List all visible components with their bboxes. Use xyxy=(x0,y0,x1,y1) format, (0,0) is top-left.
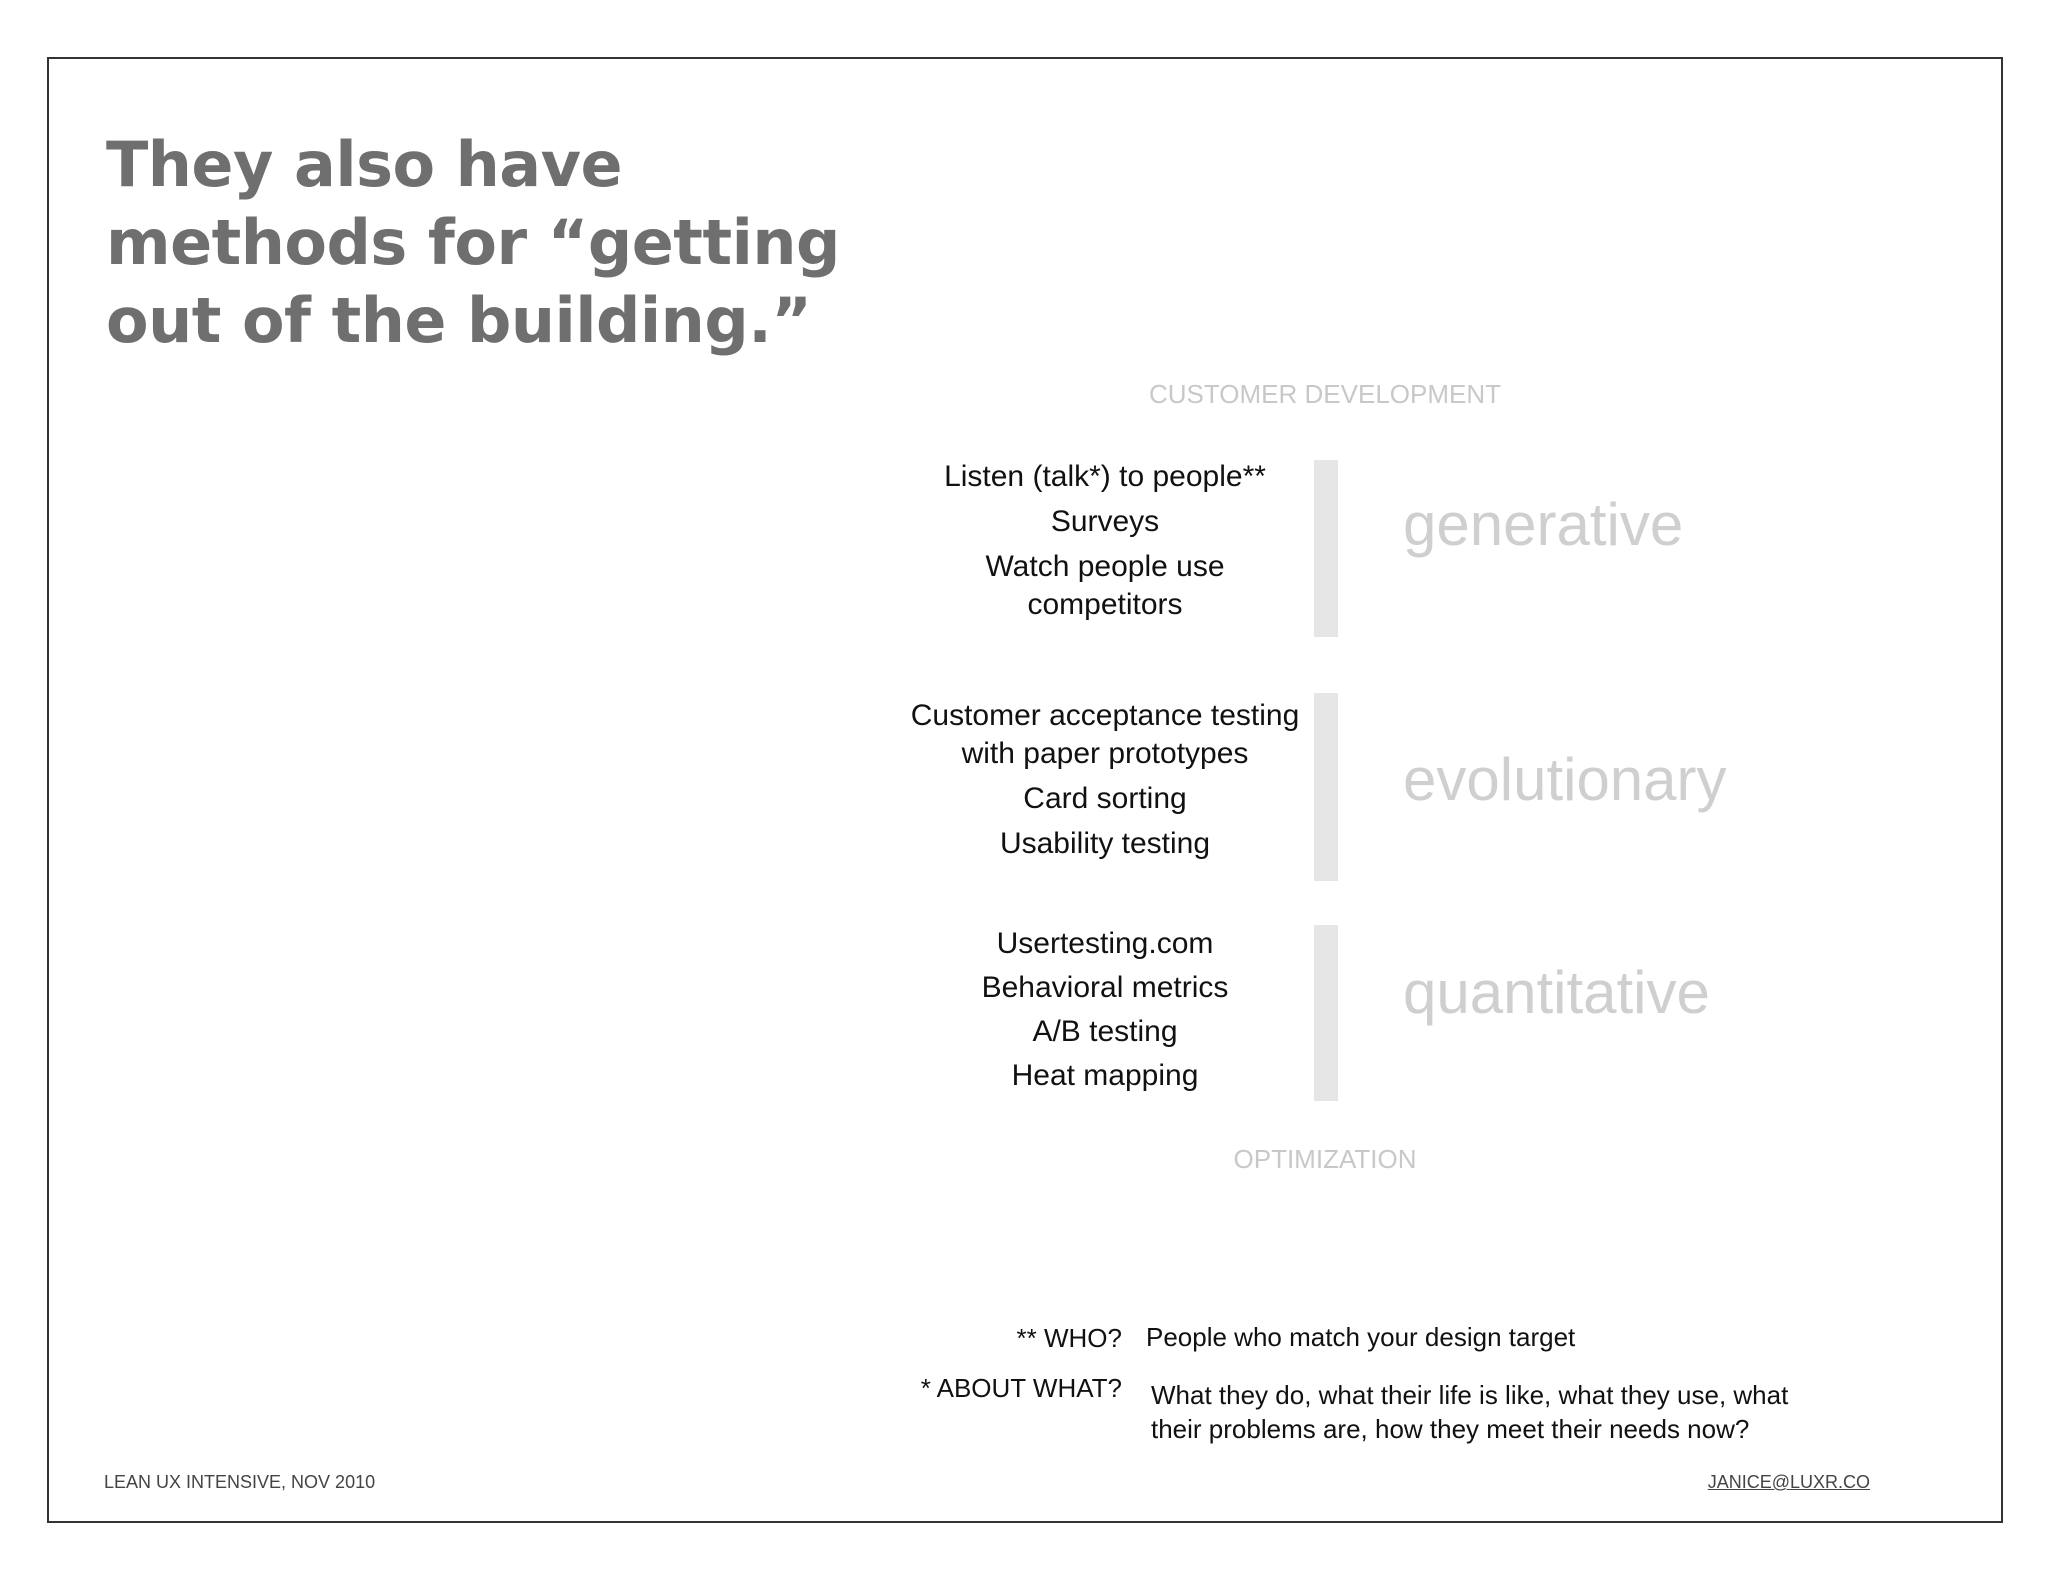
method-item: Customer acceptance testing with paper prototypes xyxy=(910,699,1300,770)
method-item: Usability testing xyxy=(999,827,1211,860)
method-group-quantitative xyxy=(880,925,1330,1101)
category-label-generative: generative xyxy=(1403,491,1684,558)
category-label-quantitative: quantitative xyxy=(1403,959,1710,1026)
method-item: Card sorting xyxy=(1023,782,1187,815)
footer-event-label: LEAN UX INTENSIVE, NOV 2010 xyxy=(104,1472,376,1492)
footnote-key: * ABOUT WHAT? xyxy=(920,1373,1122,1403)
method-item: Surveys xyxy=(1050,505,1160,538)
footnote-key: ** WHO? xyxy=(1016,1323,1122,1353)
method-item: Watch people use competitors xyxy=(985,550,1225,621)
axis-label-customer-development: CUSTOMER DEVELOPMENT xyxy=(1148,379,1501,409)
category-bar-generative xyxy=(1314,460,1338,637)
title-line-1: They also have xyxy=(106,128,623,201)
category-label-evolutionary: evolutionary xyxy=(1403,746,1727,813)
title-line-3: out of the building.” xyxy=(106,284,812,357)
method-group-generative xyxy=(880,458,1330,631)
axis-label-optimization: OPTIMIZATION xyxy=(1233,1144,1417,1174)
method-item: Behavioral metrics xyxy=(981,971,1229,1004)
method-item: Heat mapping xyxy=(1011,1059,1199,1092)
footnote-text: People who match your design target xyxy=(1146,1322,1576,1352)
method-group-evolutionary xyxy=(880,697,1330,870)
title-line-2: methods for “getting xyxy=(106,206,840,279)
method-item: Usertesting.com xyxy=(996,927,1214,960)
slide-title xyxy=(106,126,926,360)
method-item: Listen (talk*) to people** xyxy=(944,460,1266,493)
footer-email-link[interactable]: JANICE@LUXR.CO xyxy=(1707,1472,1870,1492)
method-item: A/B testing xyxy=(1032,1015,1178,1048)
category-bar-quantitative xyxy=(1314,925,1338,1101)
category-bar-evolutionary xyxy=(1314,693,1338,881)
footnote-text: What they do, what their life is like, what they use, what their problems are, how they meet their needs now? xyxy=(1151,1380,1789,1444)
